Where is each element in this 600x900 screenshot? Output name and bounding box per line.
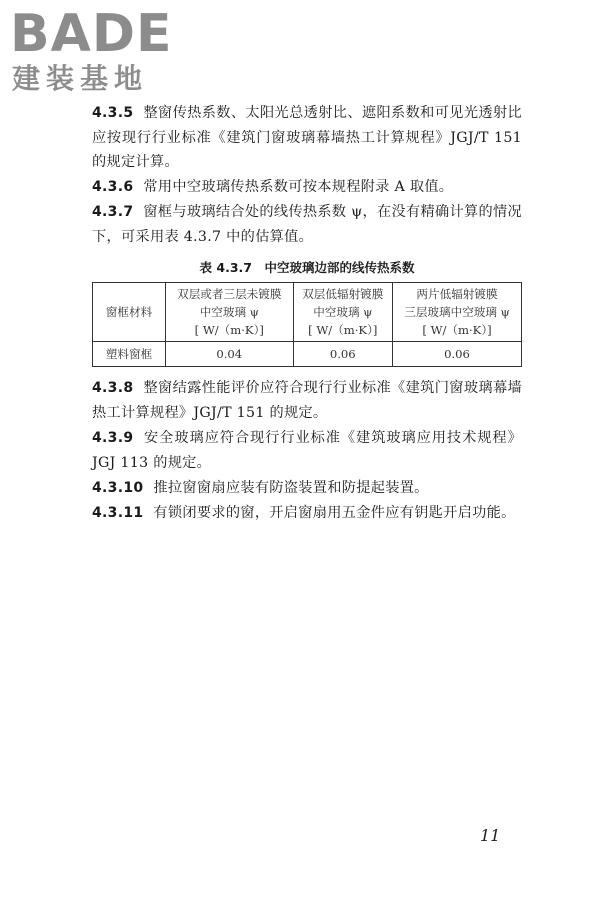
header-line: 两片低辐射镀膜 xyxy=(416,287,498,301)
clause-number: 4.3.8 xyxy=(92,380,134,396)
table-title: 表 4.3.7 中空玻璃边部的线传热系数 xyxy=(199,260,415,275)
header-line: 双层低辐射镀膜 xyxy=(302,287,384,301)
clause-4-3-8 xyxy=(92,376,522,425)
header-unit: [ W/（m·K）] xyxy=(422,323,492,337)
row-value: 0.06 xyxy=(393,342,522,367)
clause-text: 常用中空玻璃传热系数可按本规程附录 A 取值。 xyxy=(143,179,454,195)
clause-4-3-11 xyxy=(92,501,522,526)
table-row xyxy=(93,342,522,367)
header-unit: [ W/（m·K）] xyxy=(308,323,378,337)
header-line: 双层或者三层未镀膜 xyxy=(177,287,282,301)
header-line: 三层玻璃中空玻璃 ψ xyxy=(404,305,510,319)
clause-text: 整窗传热系数、太阳光总透射比、遮阳系数和可见光透射比应按现行行业标准《建筑门窗玻璃幕墙热工计算规程》JGJ/T 151 的规定计算。 xyxy=(92,105,522,170)
clause-4-3-9 xyxy=(92,426,522,475)
table-header-row xyxy=(93,283,522,342)
logo-subtitle: 建装基地 xyxy=(12,62,149,95)
clause-number: 4.3.6 xyxy=(92,179,134,195)
clause-text: 推拉窗窗扇应装有防盗装置和防提起装置。 xyxy=(153,480,429,496)
clause-number: 4.3.9 xyxy=(92,430,134,446)
clause-text: 窗框与玻璃结合处的线传热系数 ψ，在没有精确计算的情况下，可采用表 4.3.7 中的估算值。 xyxy=(92,204,522,245)
header-line: 中空玻璃 ψ xyxy=(199,305,259,319)
clause-4-3-10 xyxy=(92,476,522,501)
header-frame-material: 窗框材料 xyxy=(93,283,166,342)
row-value: 0.04 xyxy=(166,342,294,367)
clause-number: 4.3.5 xyxy=(92,105,134,121)
row-frame-material: 塑料窗框 xyxy=(93,342,166,367)
header-line: 中空玻璃 ψ xyxy=(313,305,373,319)
clause-number: 4.3.7 xyxy=(92,204,134,220)
page-number: 11 xyxy=(480,826,501,845)
clause-4-3-7 xyxy=(92,200,522,249)
header-unit: [ W/（m·K）] xyxy=(194,323,264,337)
clause-number: 4.3.11 xyxy=(92,505,144,521)
logo-wordmark: BADE xyxy=(10,4,173,64)
clause-text: 有锁闭要求的窗，开启窗扇用五金件应有钥匙开启功能。 xyxy=(153,505,516,521)
clause-text: 整窗结露性能评价应符合现行行业标准《建筑门窗玻璃幕墙热工计算规程》JGJ/T 151 的规定。 xyxy=(92,380,522,421)
thermal-coefficient-table xyxy=(92,282,522,367)
row-value: 0.06 xyxy=(293,342,392,367)
clause-4-3-5 xyxy=(92,101,522,175)
clause-text: 安全玻璃应符合现行行业标准《建筑玻璃应用技术规程》JGJ 113 的规定。 xyxy=(92,430,522,471)
watermark-logo xyxy=(8,6,178,98)
header-column xyxy=(393,283,522,342)
header-column xyxy=(293,283,392,342)
clause-4-3-6 xyxy=(92,175,522,200)
clause-number: 4.3.10 xyxy=(92,480,144,496)
header-column xyxy=(166,283,294,342)
